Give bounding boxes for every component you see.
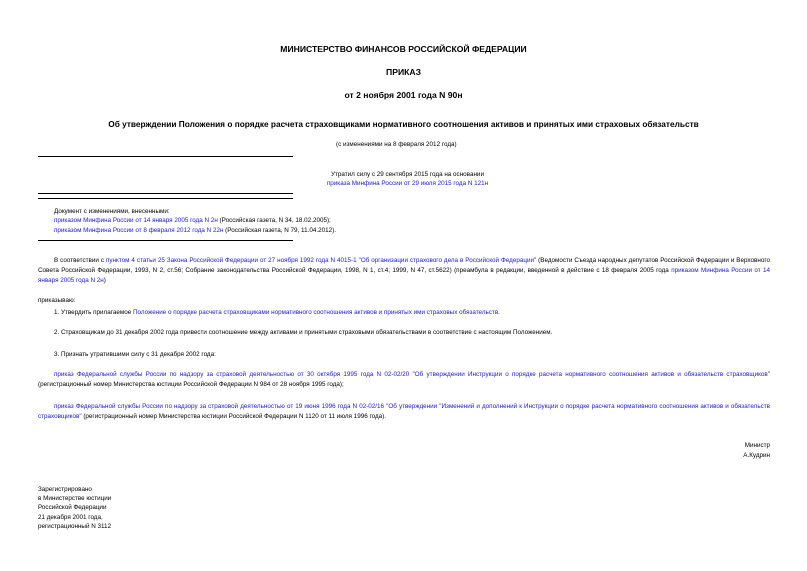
order-intro: приказываю: bbox=[38, 297, 76, 304]
changes-block bbox=[54, 207, 654, 235]
repealed-link-2[interactable]: приказ Федеральной службы России по надзору за страховой деятельностью от 19 июня 1996 года N 02-02/16 "Об утверждении "Изменений и дополнений к Инструкции о порядке расчета нормативного соотношения активов и обязательств страховщиков" bbox=[38, 403, 770, 420]
order-item-1 bbox=[54, 308, 500, 317]
status-line: Утратил силу с 29 сентября 2015 года на основании bbox=[331, 171, 484, 178]
doc-title: Об утверждении Положения о порядке расчета страховщиками нормативного соотношения активов и принятых ими страховых обязательств bbox=[108, 119, 699, 129]
registration-line: в Министерстве юстиции bbox=[38, 495, 112, 503]
divider bbox=[38, 193, 293, 194]
preamble-text: ) bbox=[103, 277, 106, 284]
registration-block bbox=[38, 485, 111, 531]
registration-line: Зарегистрировано bbox=[38, 486, 92, 493]
order-text: 1. Утвердить прилагаемое bbox=[54, 309, 133, 316]
divider bbox=[38, 198, 293, 199]
change-link-2[interactable]: приказом Минфина России от 8 февраля 2012 года N 22н bbox=[54, 226, 224, 234]
registration-line: Российской Федерации bbox=[38, 504, 107, 512]
repealed-order-2 bbox=[38, 402, 770, 422]
divider bbox=[38, 240, 293, 241]
status-notice bbox=[0, 170, 807, 189]
signature-role: Министр bbox=[744, 442, 770, 449]
changes-intro: Документ с изменениями, внесенными: bbox=[54, 208, 170, 215]
signature-block bbox=[743, 441, 770, 461]
repealed-tail-2: (регистрационный номер Министерства юстиции Российской Федерации N 1120 от 11 июля 1996 года). bbox=[81, 413, 386, 420]
preamble-paragraph bbox=[38, 256, 770, 286]
amendment-link[interactable]: приказом Минфина России от 14 января 2005 года N 2н bbox=[38, 267, 771, 284]
repealed-link-1[interactable]: приказ Федеральной службы России по надзору за страховой деятельностью от 30 октября 1995 года N 02-02/20 "Об утверждении Инструкции о порядке расчета нормативного соотношения активов и обязательств страховщиков" bbox=[54, 371, 770, 378]
doc-type-heading: ПРИКАЗ bbox=[386, 67, 421, 77]
divider bbox=[38, 156, 293, 157]
repealed-order-1 bbox=[38, 370, 770, 390]
registration-line: регистрационный N 3112 bbox=[38, 522, 112, 530]
regulation-link[interactable]: Положение о порядке расчета страховщиками нормативного соотношения активов и принятых ими страховых обязательств bbox=[132, 309, 499, 316]
doc-date-number: от 2 ноября 2001 года N 90н bbox=[344, 90, 463, 100]
registration-line: 21 декабря 2001 года, bbox=[38, 513, 103, 521]
change-tail-1: (Российская газета, N 34, 18.02.2005); bbox=[217, 217, 331, 225]
repealed-tail-1: (регистрационный номер Министерства юстиции Российской Федерации N 984 от 28 ноября 1995 года); bbox=[38, 381, 344, 388]
order-item-3: 3. Признать утратившими силу с 31 декабря 2002 года: bbox=[54, 351, 216, 358]
preamble-text: В соответствии с bbox=[54, 257, 106, 264]
change-tail-2: (Российская газета, N 79, 11.04.2012). bbox=[223, 226, 336, 234]
preamble-text: (Ведомости Съезда народных депутатов Российской Федерации и Верховного Совета Российской Федерации, 1993, N 2, ст.56; Собрание законодательства Российской Федерации, 1998, N 1, ст.4; 1999, N 47, ст.5622) (преамбула в редакции, введенной в действие с 18 февраля 2005 года bbox=[38, 257, 770, 274]
change-link-1[interactable]: приказом Минфина России от 14 января 2005 года N 2н bbox=[54, 217, 218, 225]
order-text: . bbox=[498, 309, 500, 316]
signature-name: А.Кудрин bbox=[743, 452, 770, 459]
order-item-2: 2. Страховщикам до 31 декабря 2002 года привести соотношение между активами и принятыми страховыми обязательствами в соответствие с настоящим Положением. bbox=[54, 329, 553, 336]
ministry-heading: МИНИСТЕРСТВО ФИНАНСОВ РОССИЙСКОЙ ФЕДЕРАЦИИ bbox=[280, 44, 527, 54]
revision-note: (с изменениями на 8 февраля 2012 года) bbox=[336, 141, 457, 148]
law-link[interactable]: пунктом 4 статьи 25 Закона Российской Федерации от 27 ноября 1992 года N 4015-1 "Об организации страхового дела в Российской Федерации" bbox=[105, 257, 537, 264]
status-link[interactable]: приказа Минфина России от 29 июля 2015 года N 121н bbox=[326, 180, 489, 188]
